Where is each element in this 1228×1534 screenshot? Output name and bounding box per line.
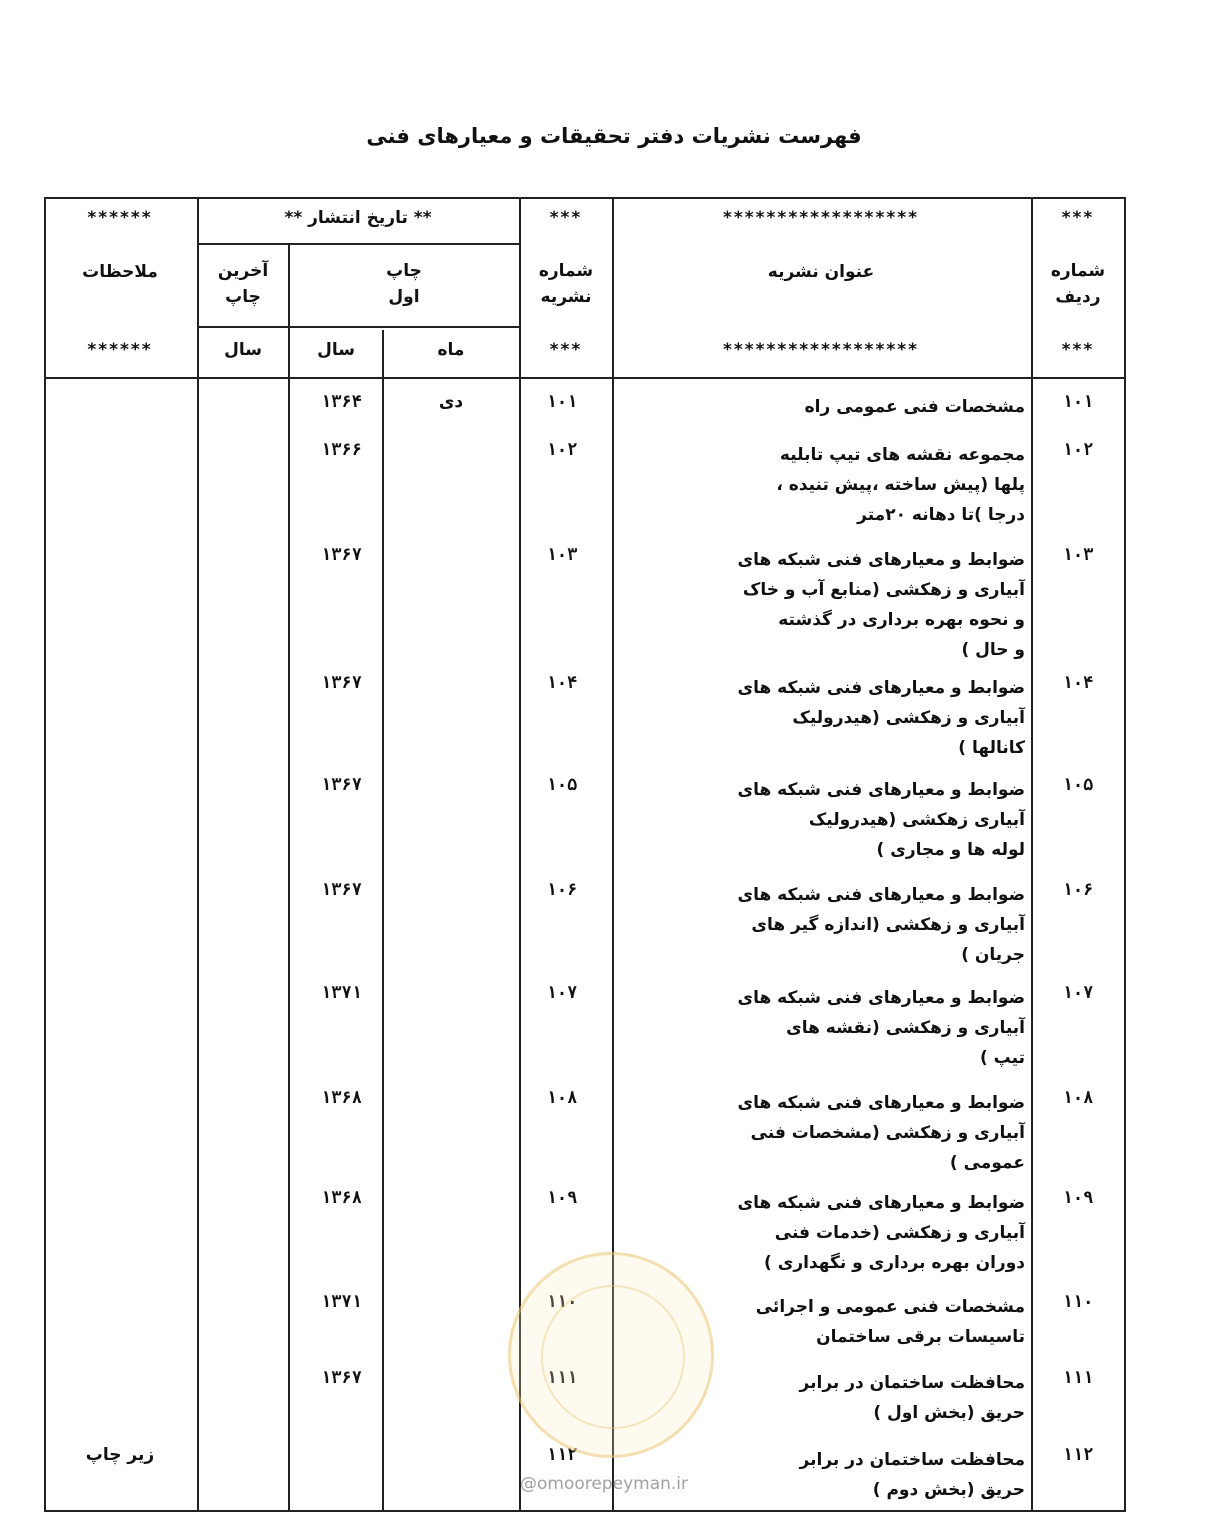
header-pub-date: ** تاریخ انتشار **: [284, 208, 432, 228]
publication-number: ۱۱۰: [546, 1292, 578, 1312]
row-number: ۱۰۹: [1062, 1188, 1094, 1208]
publication-title: ضوابط و معیارهای فنی شبکه های آبیاری و زهکشی (اندازه گیر های جریان ): [737, 885, 1025, 965]
publication-title: ضوابط و معیارهای فنی شبکه های آبیاری و زهکشی (نقشه های تیپ ): [737, 988, 1025, 1068]
header-pub-no: شماره نشریه: [538, 261, 594, 307]
publication-title: ضوابط و معیارهای فنی شبکه های آبیاری و زهکشی (مشخصات فنی عمومی ): [737, 1093, 1025, 1173]
first-print-year: ۱۳۶۶: [321, 440, 362, 460]
first-print-year: ۱۳۶۸: [321, 1188, 362, 1208]
row-number: ۱۰۲: [1062, 440, 1094, 460]
publication-title: مشخصات فنی عمومی و اجرائی تاسیسات برقی ساختمان: [755, 1297, 1025, 1347]
divider-last-print: [288, 243, 290, 1512]
header-date-underline: [197, 243, 519, 245]
first-print-year: ۱۳۶۷: [321, 673, 362, 693]
table-top-border: [44, 197, 1126, 199]
header-stars-title: ******************: [722, 208, 920, 228]
first-print-year: ۱۳۶۷: [321, 1368, 362, 1388]
header-bottom-border: [44, 377, 1126, 379]
publication-number: ۱۱۱: [546, 1368, 578, 1388]
header-remarks: ملاحظات: [82, 262, 158, 282]
table-left-border: [44, 197, 46, 1512]
publication-number: ۱۱۲: [546, 1445, 578, 1465]
row-number: ۱۰۸: [1062, 1088, 1094, 1108]
header-year-last: سال: [224, 340, 262, 360]
watermark: @omoorepeyman.ir: [520, 1474, 689, 1494]
header-stars-pub-no-2: ***: [549, 340, 583, 360]
publication-number: ۱۰۷: [546, 983, 578, 1003]
row-number: ۱۰۴: [1062, 673, 1094, 693]
header-year-first: سال: [317, 340, 355, 360]
page-title: فهرست نشریات دفتر تحقیقات و معیارهای فنی: [366, 124, 862, 148]
row-number: ۱۰۷: [1062, 983, 1094, 1003]
row-number: ۱۱۰: [1062, 1292, 1094, 1312]
first-print-year: ۱۳۶۸: [321, 1088, 362, 1108]
row-number: ۱۰۳: [1062, 545, 1094, 565]
publication-title: محافظت ساختمان در برابر حریق (بخش دوم ): [799, 1450, 1025, 1500]
stamp-inner-ring: [541, 1285, 685, 1429]
publication-title: ضوابط و معیارهای فنی شبکه های آبیاری و زهکشی (منابع آب و خاک و نحوه بهره برداری در گذشته و حال ): [737, 550, 1025, 660]
first-print-year: ۱۳۷۱: [321, 1292, 362, 1312]
publication-number: ۱۰۲: [546, 440, 578, 460]
publication-title: ضوابط و معیارهای فنی شبکه های آبیاری زهکشی (هیدرولیک لوله ها و مجاری ): [737, 780, 1025, 860]
row-number: ۱۰۶: [1062, 880, 1094, 900]
header-stars-remarks-2: ******: [87, 340, 153, 360]
first-print-year: ۱۳۶۷: [321, 545, 362, 565]
divider-year-month: [382, 330, 384, 1512]
publication-number: ۱۰۸: [546, 1088, 578, 1108]
publication-number: ۱۰۳: [546, 545, 578, 565]
row-number: ۱۰۱: [1062, 392, 1094, 412]
header-stars-title-2: ******************: [722, 340, 920, 360]
first-print-year: ۱۳۶۷: [321, 775, 362, 795]
table-bottom-border: [44, 1510, 1126, 1512]
row-number: ۱۱۱: [1062, 1368, 1094, 1388]
publication-title: مجموعه نقشه های تیپ تابلیه پلها (پیش ساخته ،پیش تنیده ، درجا )تا دهانه ۲۰متر: [776, 445, 1025, 525]
header-stars-row-no: ***: [1061, 208, 1095, 228]
row-number: ۱۰۵: [1062, 775, 1094, 795]
header-month: ماه: [437, 340, 465, 360]
header-pub-title: عنوان نشریه: [767, 262, 875, 282]
header-last-print: آخرین چاپ: [217, 261, 269, 307]
publication-title: محافظت ساختمان در برابر حریق (بخش اول ): [799, 1373, 1025, 1423]
row-number: ۱۱۲: [1062, 1445, 1094, 1465]
header-date-sub-underline: [197, 326, 519, 328]
publication-number: ۱۰۵: [546, 775, 578, 795]
first-print-year: ۱۳۷۱: [321, 983, 362, 1003]
publication-title: ضوابط و معیارهای فنی شبکه های آبیاری و زهکشی (خدمات فنی دوران بهره برداری و نگهداری ): [737, 1193, 1025, 1273]
publication-title: ضوابط و معیارهای فنی شبکه های آبیاری و زهکشی (هیدرولیک کانالها ): [737, 678, 1025, 758]
publication-number: ۱۰۱: [546, 392, 578, 412]
remarks: زیر چاپ: [85, 1445, 155, 1465]
publication-number: ۱۰۹: [546, 1188, 578, 1208]
header-row-no: شماره ردیف: [1050, 261, 1106, 307]
print-month: دی: [438, 392, 464, 412]
header-stars-row-no-2: ***: [1061, 340, 1095, 360]
divider-remarks: [197, 197, 199, 1512]
header-stars-pub-no: ***: [549, 208, 583, 228]
first-print-year: ۱۳۶۴: [321, 392, 362, 412]
header-stars-remarks: ******: [87, 208, 153, 228]
publication-number: ۱۰۶: [546, 880, 578, 900]
table-right-border: [1124, 197, 1126, 1512]
publisher-stamp: [508, 1252, 714, 1458]
first-print-year: ۱۳۶۷: [321, 880, 362, 900]
divider-title: [1031, 197, 1033, 1512]
header-first-print: چاپ اول: [386, 261, 422, 307]
publication-title: مشخصات فنی عمومی راه: [804, 397, 1025, 417]
publication-number: ۱۰۴: [546, 673, 578, 693]
